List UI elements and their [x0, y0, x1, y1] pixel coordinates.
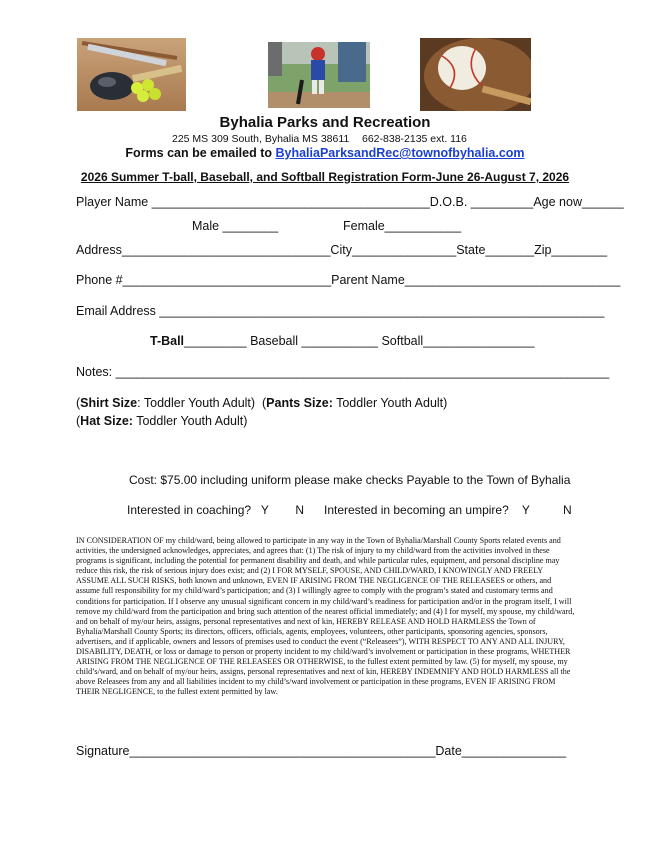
shirt-size-label: Shirt Size: [80, 396, 138, 410]
org-phone: 662-838-2135 ext. 116: [362, 133, 467, 145]
signature-line[interactable]: Signature____________________________________________Date_______________: [76, 744, 567, 758]
form-title: 2026 Summer T-ball, Baseball, and Softball Registration Form-June 26-August 7, 2026: [80, 170, 570, 184]
uniform-sizes-line: (Shirt Size: Toddler Youth Adult) (Pants Size: Toddler Youth Adult): [76, 396, 448, 410]
email-field[interactable]: Email Address ________________________________________________________________: [76, 304, 605, 318]
player-name-field[interactable]: Player Name ________________________________________D.O.B. _________Age now______: [76, 195, 624, 209]
waiver-text: IN CONSIDERATION OF my child/ward, being allowed to participate in any way in the Town of Byhalia/Marshall County Sports related events and activities, the undersigned acknowledges, appreciates, and agrees that: (1) The risk of injury to my child/ward from the activities involved in these programs is significant, including the potential for permanent disability and death, and while particular rules, equipment, and personal discipline may reduce this risk, the risk of serious injury does exist; and (2) I FOR MYSELF, SPOUSE, AND CHILD/WARD, I KNOWINGLY AND FREELY ASSUME ALL SUCH RISKS, both known and unknown, EVEN IF ARISING FROM THE NEGLIGENCE OF THE RELEASEES or others, and assume full responsibility for my child/ward’s participation; and (3) I willingly agree to comply with the program’s stated and customary terms and conditions for participation. If I observe any unusual significant concern in my child/ward’s readiness for participation and/or in the program itself, I will remove my child/ward from the participation and bring such attention of the nearest official immediately; and (4) I for myself, my spouse, my child/ward, and on behalf of my/our heirs, assigns, personal representatives and next of kin, HEREBY RELEASE AND HOLD HARMLESS the Town of Byhalia/Marshall County Sports; its directors, officers, officials, agents, employees, volunteers, other participants, sponsoring agencies, sponsors, advertisers, and if applicable, owners and lessors of premises used to conduct the event (“Releasees”), WITH RESPECT TO ANY AND ALL INJURY, DISABILITY, DEATH, or loss or damage to person or property incident to my child/ward’s involvement or participation in these programs, WHETHER ARISING FROM THE NEGLIGENCE OF THE RELEASEES OR OTHERWISE, to the fullest extent permitted by law. (5) for myself, my spouse, my child’s/ward, and on behalf of my/our heirs, assigns, personal representatives and next of kin, HEREBY INDEMNIFY AND HOLD HARMLESS all the above Releasees from any and all liabilities incident to my child’s/ward involvement or participation in these programs, EVEN IF ARISING FROM THEIR NEGLIGENCE, to the fullest extent permitted by law.: [76, 536, 575, 697]
org-address: 225 MS 309 South, Byhalia MS 38611: [172, 133, 350, 145]
hat-size-options[interactable]: Toddler Youth Adult): [132, 414, 248, 428]
tball-blank[interactable]: _________: [184, 334, 247, 348]
cost-text: Cost: $75.00 including uniform please make checks Payable to the Town of Byhalia: [129, 473, 571, 487]
shirt-size-options[interactable]: : Toddler Youth Adult): [137, 396, 256, 410]
sport-selection: [150, 334, 534, 348]
org-name: Byhalia Parks and Recreation: [219, 114, 431, 131]
female-field[interactable]: Female___________: [343, 219, 462, 233]
glove-ball-photo: [420, 38, 531, 111]
pants-size-options[interactable]: Toddler Youth Adult): [332, 396, 448, 410]
bat-ball-helmet-photo: [77, 38, 186, 111]
email-intro: Forms can be emailed to: [125, 146, 272, 160]
interest-question[interactable]: Interested in coaching? Y N Interested in becoming an umpire? Y N: [127, 503, 572, 517]
notes-field[interactable]: Notes: _______________________________________________________________________: [76, 365, 610, 379]
email-line: [0, 146, 650, 160]
address-field[interactable]: Address______________________________City_______________State_______Zip________: [76, 243, 608, 257]
hat-size-line: (Hat Size: Toddler Youth Adult): [76, 414, 248, 428]
email-link[interactable]: ByhaliaParksandRec@townofbyhalia.com: [275, 146, 525, 160]
child-batter-photo: [268, 42, 370, 108]
phone-field[interactable]: Phone #______________________________Parent Name_______________________________: [76, 273, 621, 287]
male-field[interactable]: Male ________: [192, 219, 279, 233]
tball-label: T-Ball: [150, 334, 185, 348]
baseball-field[interactable]: Baseball ___________: [246, 334, 378, 348]
hat-size-label: Hat Size:: [80, 414, 133, 428]
softball-field[interactable]: Softball________________: [378, 334, 535, 348]
pants-size-label: Pants Size:: [266, 396, 333, 410]
